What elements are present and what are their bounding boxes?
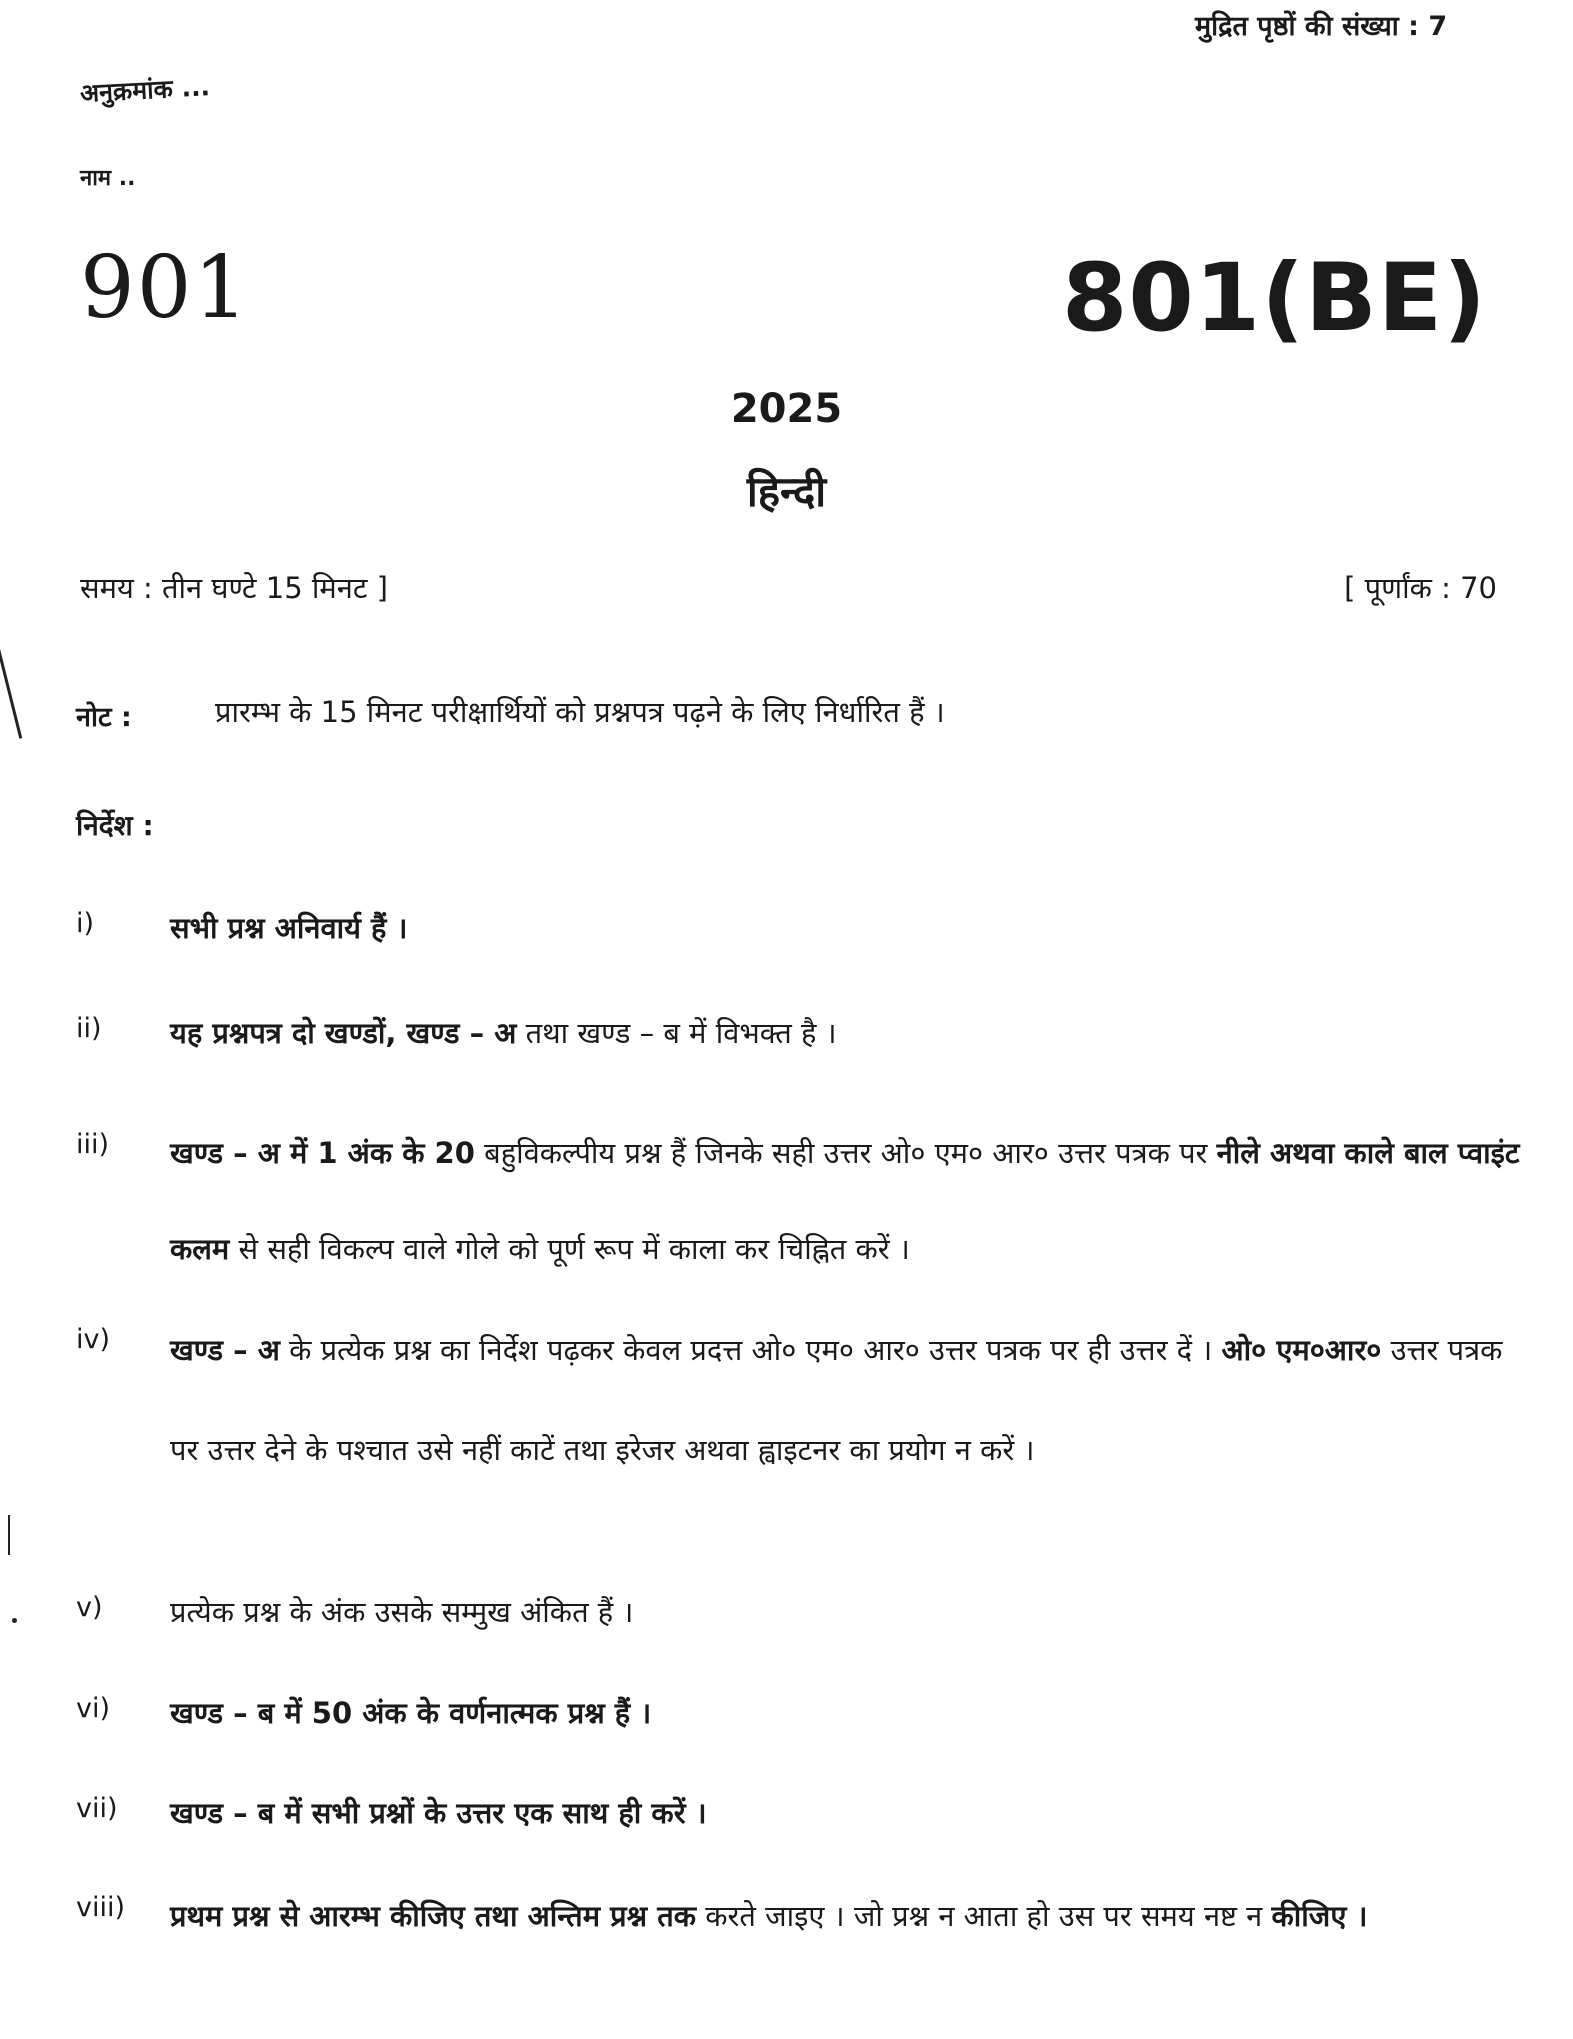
scan-artifact-dot xyxy=(12,1618,17,1623)
direction-number: viii) xyxy=(76,1892,126,1923)
direction-text-rest: प्रत्येक प्रश्न के अंक उसके सम्मुख अंकित हैं । xyxy=(170,1595,634,1629)
direction-text xyxy=(170,1693,1525,1732)
note-text: प्रारम्भ के 15 मिनट परीक्षार्थियों को प्रश्नपत्र पढ़ने के लिए निर्धारित हैं । xyxy=(215,695,945,729)
direction-number: vi) xyxy=(76,1693,111,1724)
direction-text-rest: करते जाइए । जो प्रश्न न आता हो उस पर समय नष्ट न xyxy=(696,1899,1272,1933)
maximum-marks: [ पूर्णांक : 70 xyxy=(1344,571,1497,605)
direction-text-bold: यह प्रश्नपत्र दो खण्डों, खण्ड – अ xyxy=(170,1016,517,1050)
direction-text-rest: बहुविकल्पीय प्रश्न हैं जिनके सही उत्तर ओ० एम० आर० उत्तर पत्रक पर xyxy=(474,1136,1217,1170)
direction-text xyxy=(170,908,1525,947)
direction-number: i) xyxy=(76,908,95,939)
direction-text-bold: सभी प्रश्न अनिवार्य हैं । xyxy=(170,911,408,945)
direction-number: iv) xyxy=(76,1324,111,1355)
direction-text-bold: कीजिए । xyxy=(1271,1899,1368,1933)
direction-text-rest: तथा खण्ड – ब में विभक्त है । xyxy=(516,1016,837,1050)
direction-text-bold: नीले अथवा काले बाल प्वाइंट कलम xyxy=(170,1136,1520,1266)
time-allowed: समय : तीन घण्टे 15 मिनट ] xyxy=(80,571,388,605)
direction-text-bold: खण्ड – ब में सभी प्रश्नों के उत्तर एक साथ ही करें । xyxy=(170,1796,707,1830)
direction-number: iii) xyxy=(76,1129,110,1160)
direction-text-rest: से सही विकल्प वाले गोले को पूर्ण रूप में काला कर चिह्नित करें । xyxy=(229,1232,910,1266)
direction-text-bold: ओ० एम०आर० xyxy=(1221,1333,1382,1367)
direction-text xyxy=(170,1300,1525,1500)
roll-number-label: अनुक्रमांक ... xyxy=(79,72,211,108)
direction-text-bold: खण्ड – अ में 1 अंक के 20 xyxy=(170,1136,475,1170)
direction-text xyxy=(170,1105,1525,1297)
subject-title: हिन्दी xyxy=(746,467,827,516)
direction-text-bold: खण्ड – अ xyxy=(170,1333,280,1367)
paper-code-left: 901 xyxy=(80,238,251,338)
directions-label: निर्देश : xyxy=(76,809,154,842)
direction-number: ii) xyxy=(76,1013,102,1044)
direction-text xyxy=(170,1793,1525,1832)
direction-text xyxy=(170,1013,1525,1052)
note-label: नोट : xyxy=(76,702,132,733)
direction-text-rest: के प्रत्येक प्रश्न का निर्देश पढ़कर केवल प्रदत्त ओ० एम० आर० उत्तर पत्रक पर ही उत्तर दें । xyxy=(279,1333,1222,1367)
direction-text-bold: प्रथम प्रश्न से आरम्भ कीजिए तथा अन्तिम प्रश्न तक xyxy=(170,1899,697,1933)
direction-text-rest: उत्तर पत्रक पर उत्तर देने के पश्चात उसे नहीं काटें तथा इरेजर अथवा ह्वाइटनर का प्रयोग न करें । xyxy=(170,1333,1503,1467)
scan-artifact-line xyxy=(8,1515,10,1555)
direction-text xyxy=(170,1592,1525,1631)
name-label: नाम .. xyxy=(80,166,136,191)
scan-artifact-line xyxy=(0,631,22,738)
paper-code-right: 801(BE) xyxy=(1062,244,1487,353)
exam-year: 2025 xyxy=(730,386,843,432)
direction-number: v) xyxy=(76,1592,103,1623)
direction-text xyxy=(170,1868,1525,1964)
printed-pages-count: मुद्रित पृष्ठों की संख्या : 7 xyxy=(1195,11,1448,42)
direction-number: vii) xyxy=(76,1793,118,1824)
direction-text-bold: खण्ड – ब में 50 अंक के वर्णनात्मक प्रश्न हैं । xyxy=(170,1696,652,1730)
